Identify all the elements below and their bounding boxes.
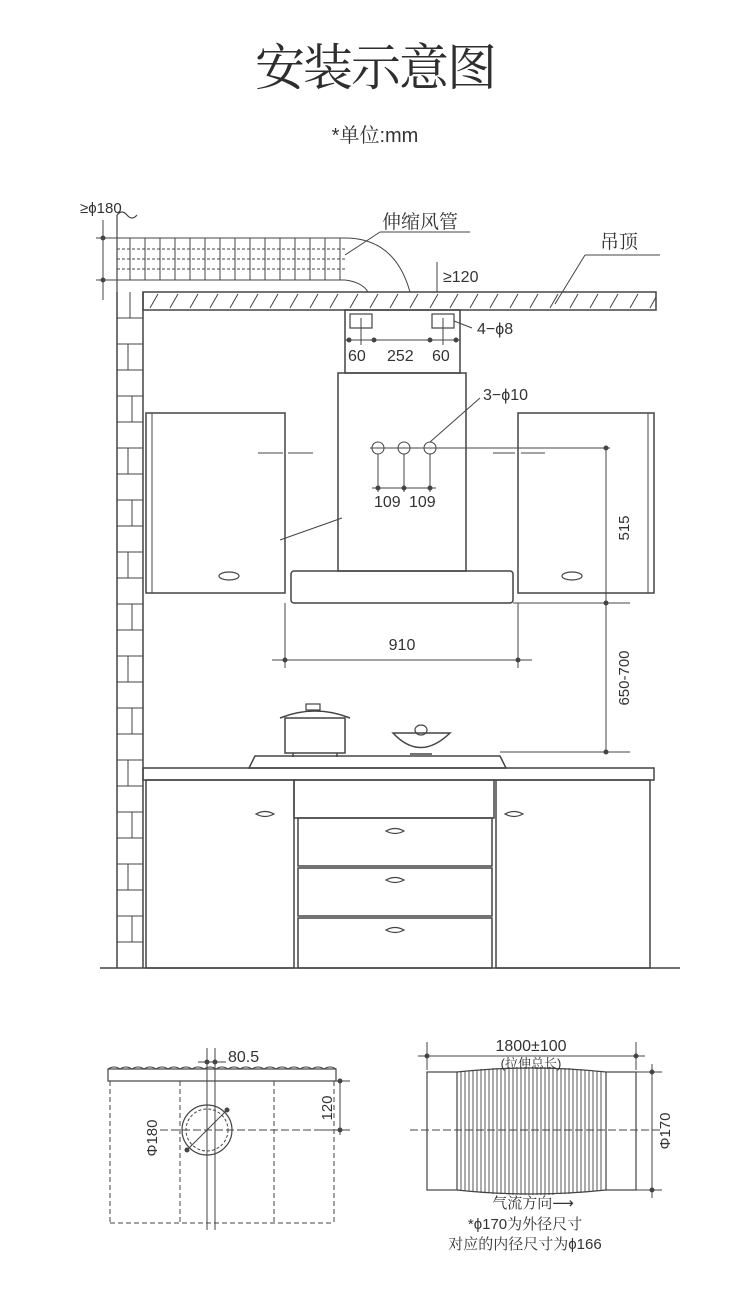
duct-diameter-label: ≥ϕ180 bbox=[80, 200, 122, 217]
ceiling-label: 吊顶 bbox=[600, 232, 639, 253]
outlet-diameter-label: Φ180 bbox=[144, 1119, 161, 1157]
airflow-label: 气流方向⟶ bbox=[492, 1195, 574, 1212]
hood-height-label: 650-700 bbox=[616, 650, 633, 706]
hole-spacing-1: 109 bbox=[374, 494, 401, 511]
flex-duct bbox=[117, 238, 410, 292]
mount-dim-right: 60 bbox=[432, 348, 450, 365]
ceiling bbox=[143, 292, 656, 310]
width-dimension bbox=[272, 603, 532, 668]
flex-duct-note-2: 对应的内径尺寸为ϕ166 bbox=[448, 1236, 602, 1253]
ceiling-label-leader bbox=[555, 255, 585, 304]
hole-height-label: 515 bbox=[616, 515, 633, 541]
base-cabinets bbox=[100, 768, 680, 968]
duct-label: 伸缩风管 bbox=[382, 212, 459, 233]
outlet-offset-label: 80.5 bbox=[228, 1049, 260, 1066]
outlet-height-label: 120 bbox=[319, 1095, 336, 1121]
flex-duct-length: 1800±100 bbox=[495, 1038, 567, 1055]
mount-holes-label: 4−ϕ8 bbox=[477, 321, 514, 338]
mount-dim-center: 252 bbox=[387, 348, 414, 365]
duct-label-leader bbox=[345, 232, 380, 255]
wall-holes-label: 3−ϕ10 bbox=[483, 387, 528, 404]
range-hood bbox=[291, 373, 610, 603]
min-height-dimension bbox=[410, 262, 440, 292]
flex-duct-diameter: Φ170 bbox=[657, 1112, 674, 1150]
hood-width-label: 910 bbox=[388, 637, 416, 654]
unit-note: *单位:mm bbox=[331, 125, 419, 147]
page-title: 安装示意图 bbox=[255, 39, 495, 97]
flex-duct-length-note: (拉伸总长) bbox=[500, 1056, 562, 1071]
hole-spacing-2: 109 bbox=[409, 494, 436, 511]
flex-duct-note-1: *ϕ170为外径尺寸 bbox=[467, 1216, 583, 1233]
brick-wall bbox=[117, 212, 143, 968]
min-height-label: ≥120 bbox=[443, 269, 479, 286]
duct-diameter-dimension bbox=[96, 220, 117, 300]
vertical-dimensions bbox=[500, 446, 630, 754]
stove bbox=[249, 704, 506, 768]
mount-dim-left: 60 bbox=[348, 348, 366, 365]
